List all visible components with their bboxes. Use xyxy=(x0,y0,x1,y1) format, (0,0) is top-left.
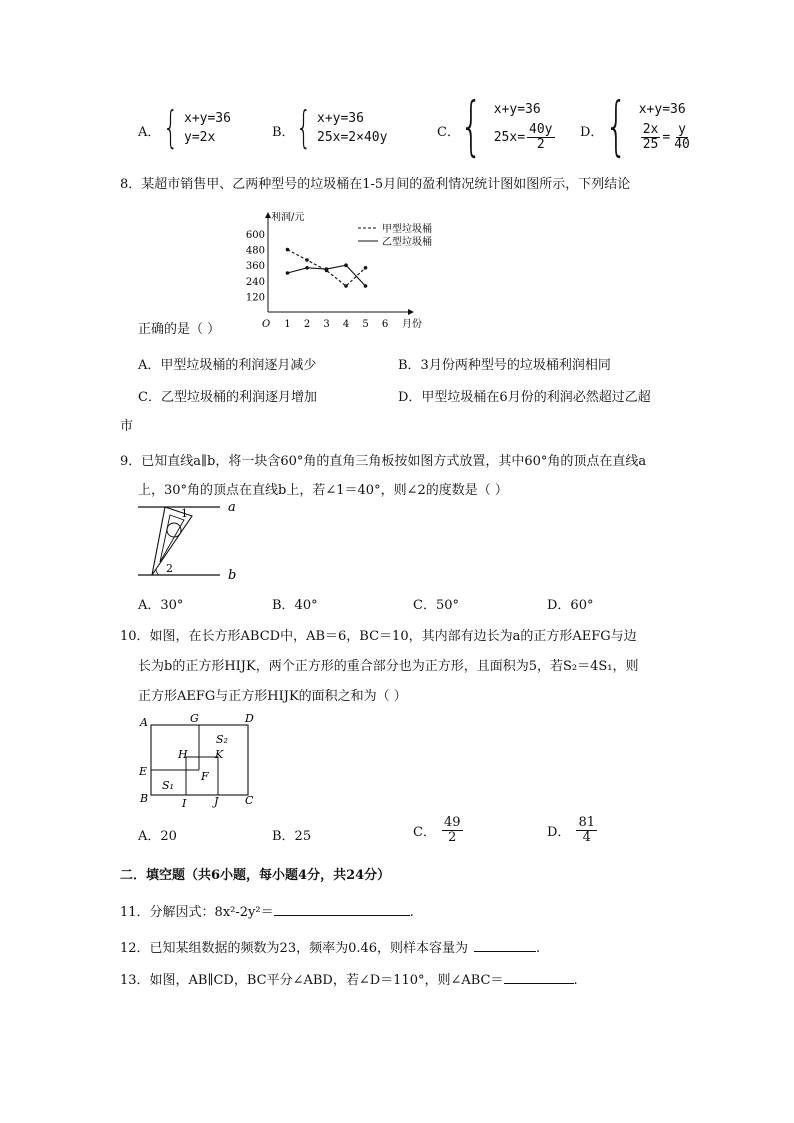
label-F: F xyxy=(201,770,209,783)
label-b: b xyxy=(228,568,237,583)
label-B: B xyxy=(140,792,149,805)
q7-b-eq1: x+y=36 xyxy=(317,111,364,126)
angle-1-label: 1 xyxy=(181,507,188,520)
q8-line-chart xyxy=(240,212,460,332)
q10-option-b: B．25 xyxy=(272,829,312,844)
q7-option-a-system: { x+y=36 y=2x xyxy=(163,102,231,153)
y-axis-label: 利润/元 xyxy=(271,212,305,223)
y-tick-label: 120 xyxy=(245,292,265,304)
q11 xyxy=(120,901,414,920)
q7-c-num: 40y xyxy=(529,122,553,138)
data-point xyxy=(305,258,309,262)
q7-d-den2: 40 xyxy=(674,137,690,152)
q8-option-d: D．甲型垃圾桶在6月份的利润必然超过乙超 xyxy=(398,390,651,405)
q7-option-a-label: A． xyxy=(138,125,161,140)
data-point xyxy=(364,284,368,288)
label-E: E xyxy=(139,765,148,778)
q7-d-num1: 2x xyxy=(642,122,659,138)
triangle-ruler-inner xyxy=(160,515,184,562)
q12-text: 12．已知某组数据的频数为23，频率为0.46，则样本容量为 xyxy=(120,941,469,956)
data-point xyxy=(305,266,309,270)
data-point xyxy=(344,284,348,288)
q13-text: 13．如图，AB∥CD，BC平分∠ABD，若∠D＝110°，则∠ABC＝ xyxy=(120,973,504,988)
q12-end: . xyxy=(536,941,541,956)
q9-option-a: A．30° xyxy=(138,598,184,613)
label-S1: S₁ xyxy=(162,779,174,792)
x-tick-label: 2 xyxy=(303,319,311,330)
q8-stem-cont: 正确的是（ ） xyxy=(138,322,221,337)
q10-c-num: 49 xyxy=(443,815,461,830)
label-A: A xyxy=(140,716,148,729)
q12 xyxy=(120,937,540,956)
x-tick-label: 3 xyxy=(323,319,330,330)
q7-d-num2: y xyxy=(678,122,686,138)
q10-option-a: A．20 xyxy=(138,829,177,844)
q8-option-c: C．乙型垃圾桶的利润逐月增加 xyxy=(138,390,317,405)
q8-option-d-cont: 市 xyxy=(120,419,134,434)
x-tick-label: 1 xyxy=(284,319,291,330)
y-tick-label: 600 xyxy=(245,230,265,241)
q10-option-c xyxy=(413,816,465,844)
q10-stem-cont: 长为b的正方形HIJK，两个正方形的重合部分也为正方形，且面积为5，若S₂＝4S₁，则 xyxy=(138,659,639,674)
q8-option-a: A．甲型垃圾桶的利润逐月减少 xyxy=(138,358,317,373)
q7-option-b-system: { x+y=36 25x=2×40y xyxy=(296,102,388,153)
q7-c-eq2-left: 25x= xyxy=(493,130,526,145)
label-D: D xyxy=(245,712,254,725)
label-G: G xyxy=(190,712,199,725)
q13-answer-blank[interactable] xyxy=(504,983,574,984)
legend-label-1: 甲型垃圾桶 xyxy=(382,224,432,235)
q9-option-c: C．50° xyxy=(413,598,459,613)
q13 xyxy=(120,969,578,988)
q10-c-den: 2 xyxy=(448,829,457,845)
data-point xyxy=(364,266,368,270)
label-C: C xyxy=(245,794,254,807)
q7-option-c-label: C． xyxy=(437,125,460,140)
q7-d-den1: 25 xyxy=(642,137,659,152)
q7-c-den: 2 xyxy=(536,137,545,152)
q10-d-label: D． xyxy=(547,824,571,840)
label-a: a xyxy=(228,500,236,515)
data-point xyxy=(286,248,290,252)
q7-c-eq1: x+y=36 xyxy=(493,102,541,118)
label-J: J xyxy=(214,795,219,808)
data-point xyxy=(325,267,329,271)
q10-d-den: 4 xyxy=(582,829,591,845)
label-S2: S₂ xyxy=(216,733,228,746)
y-tick-label: 360 xyxy=(245,261,265,273)
legend-label-2: 乙型垃圾桶 xyxy=(382,237,432,248)
label-I: I xyxy=(182,797,187,810)
q10-stem-cont2: 正方形AEFG与正方形HIJK的面积之和为（ ） xyxy=(138,689,407,704)
q12-answer-blank[interactable] xyxy=(474,951,536,952)
ruler-hole xyxy=(167,523,181,537)
x-tick-label: 5 xyxy=(362,319,369,330)
x-axis-label: 月份 xyxy=(402,319,422,330)
q11-end: . xyxy=(409,905,414,920)
q7-option-d-label: D． xyxy=(580,125,604,140)
section-2-heading: 二．填空题（共6小题，每小题4分，共24分） xyxy=(120,868,391,883)
data-point xyxy=(286,271,290,275)
angle-2-label: 2 xyxy=(166,562,173,575)
q7-b-eq2: 25x=2×40y xyxy=(317,130,388,145)
q9-figure xyxy=(135,498,245,583)
q9-option-d: D．60° xyxy=(547,598,594,613)
data-point xyxy=(344,263,348,267)
q11-answer-blank[interactable] xyxy=(274,915,410,916)
q9-stem-cont: 上，30°角的顶点在直线b上，若∠1＝40°，则∠2的度数是（ ） xyxy=(138,483,508,498)
label-H: H xyxy=(178,748,188,761)
q8-option-b: B．3月份两种型号的垃圾桶利润相同 xyxy=(398,358,611,373)
q7-d-eq1: x+y=36 xyxy=(638,102,686,118)
q7-a-eq2: y=2x xyxy=(184,130,216,145)
q7-d-eq: = xyxy=(662,130,671,145)
origin-label: O xyxy=(262,319,271,330)
q7-option-d-system: { x+y=36 $\frac{2x}{25}$ = $\frac{y}{40}$ xyxy=(605,95,694,159)
y-tick-label: 480 xyxy=(245,245,265,257)
q7-option-c-system: { x+y=36 25x= $\frac{40y}{2}$ xyxy=(460,95,557,159)
x-tick-label: 4 xyxy=(342,319,350,330)
label-K: K xyxy=(215,748,224,761)
q7-a-eq1: x+y=36 xyxy=(184,111,231,126)
q10-stem: 10．如图，在长方形ABCD中，AB＝6，BC＝10，其内部有边长为a的正方形AEFG与边 xyxy=(120,629,637,644)
q10-c-label: C． xyxy=(413,824,436,840)
q10-option-d xyxy=(547,816,599,844)
q10-d-num: 81 xyxy=(578,815,595,830)
x-axis-arrow xyxy=(408,309,414,315)
q13-end: . xyxy=(573,973,578,988)
q9-option-b: B．40° xyxy=(272,598,318,613)
x-tick-label: 6 xyxy=(381,319,389,330)
q11-text: 11．分解因式：8x²-2y²＝ xyxy=(120,905,274,920)
q10-figure xyxy=(136,710,266,810)
q9-stem: 9．已知直线a∥b，将一块含60°角的直角三角板按如图方式放置，其中60°角的顶点在直线a xyxy=(120,454,647,469)
y-tick-label: 240 xyxy=(245,276,265,288)
q7-option-b-label: B． xyxy=(272,125,295,140)
q8-stem: 8．某超市销售甲、乙两种型号的垃圾桶在1-5月间的盈利情况统计图如图所示，下列结论 xyxy=(120,177,631,192)
